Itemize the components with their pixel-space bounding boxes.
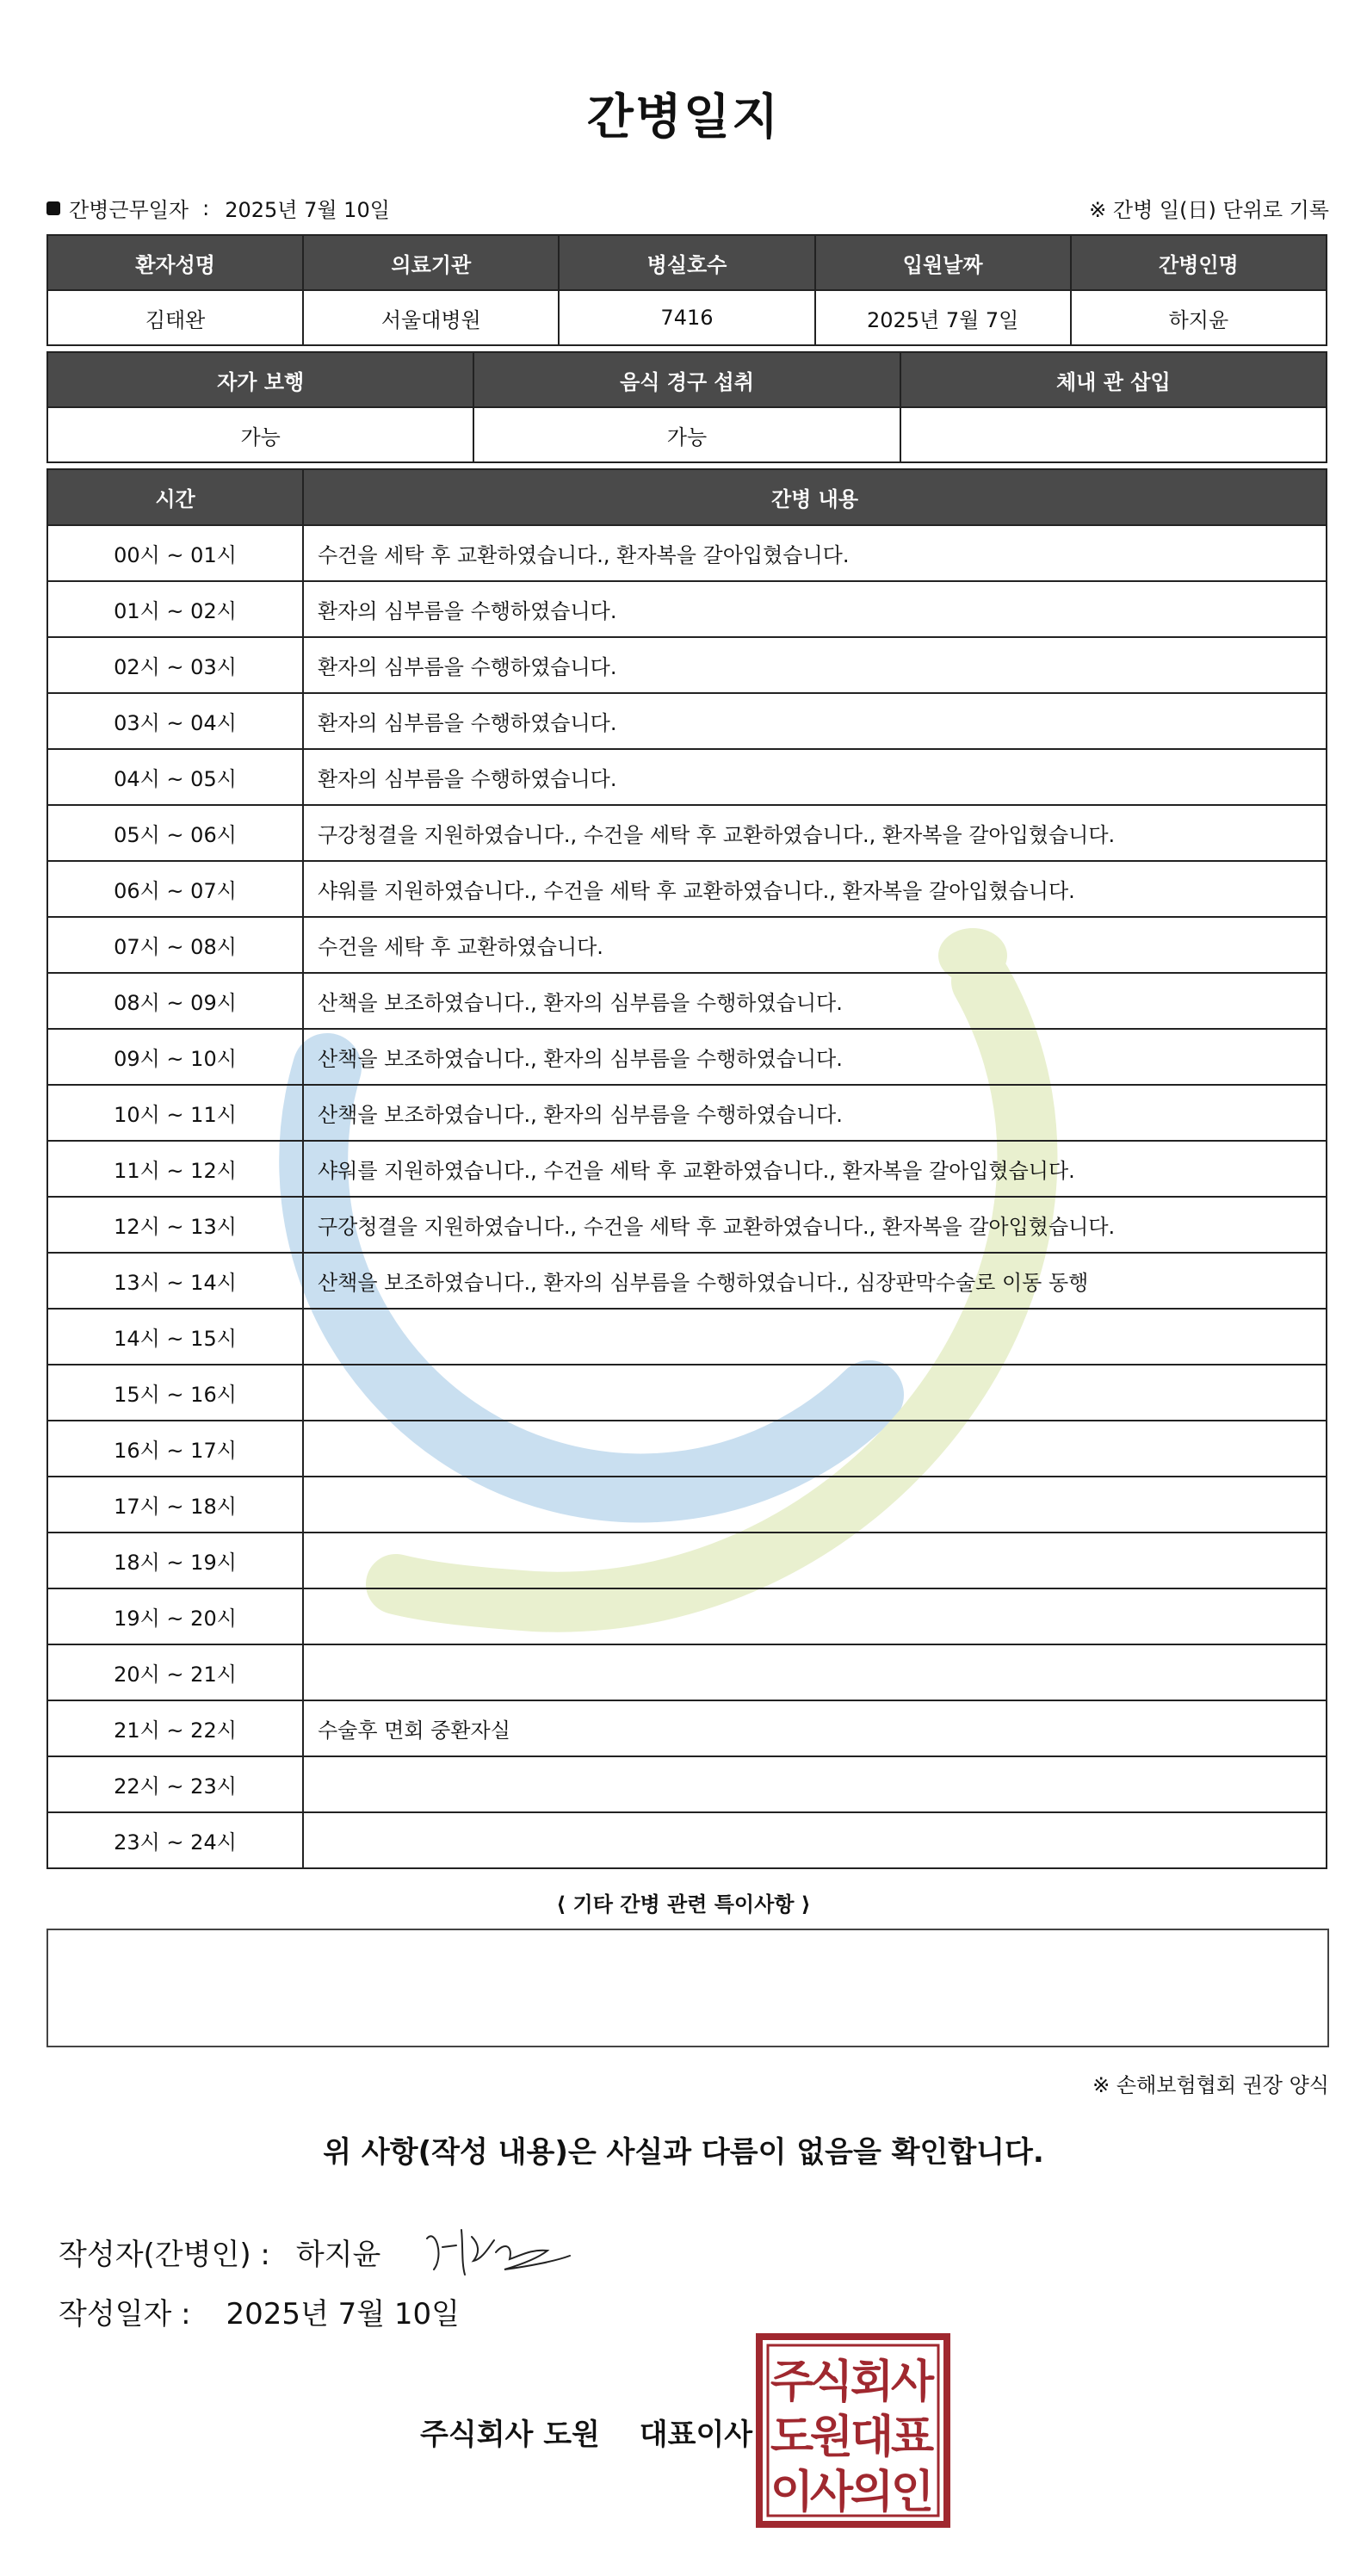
log-time: 18시 ~ 19시	[47, 1533, 303, 1588]
log-row	[47, 1085, 1327, 1141]
log-row	[47, 525, 1327, 581]
log-row	[47, 693, 1327, 749]
company-line	[420, 2411, 752, 2453]
log-row	[47, 1421, 1327, 1477]
log-row	[47, 917, 1327, 973]
log-time: 04시 ~ 05시	[47, 749, 303, 805]
patient-header: 병실호수	[559, 235, 814, 290]
log-content: 산책을 보조하였습니다., 환자의 심부름을 수행하였습니다.	[303, 1085, 1327, 1141]
care-log-table	[46, 468, 1327, 1869]
log-row	[47, 1141, 1327, 1197]
log-content: 환자의 심부름을 수행하였습니다.	[303, 749, 1327, 805]
log-content: 환자의 심부름을 수행하였습니다.	[303, 693, 1327, 749]
svg-text:의: 의	[850, 2467, 894, 2518]
company-name: 주식회사 도원	[420, 2418, 600, 2452]
write-date-line	[59, 2290, 460, 2332]
svg-text:대: 대	[850, 2412, 894, 2463]
write-date-value: 2025년 7월 10일	[226, 2297, 461, 2331]
log-row	[47, 973, 1327, 1029]
svg-text:이: 이	[770, 2467, 814, 2518]
recommend-note: ※ 손해보험협회 권장 양식	[1092, 2073, 1329, 2097]
log-time: 10시 ~ 11시	[47, 1085, 303, 1141]
log-row	[47, 1253, 1327, 1309]
signature-icon	[418, 2221, 573, 2282]
patient-header: 의료기관	[303, 235, 559, 290]
log-row	[47, 637, 1327, 693]
patient-header: 환자성명	[47, 235, 303, 290]
status-table	[46, 351, 1327, 463]
svg-text:표: 표	[890, 2412, 935, 2463]
log-row	[47, 1533, 1327, 1588]
svg-text:도: 도	[770, 2412, 814, 2463]
log-time: 22시 ~ 23시	[47, 1756, 303, 1812]
work-date-colon: :	[202, 195, 210, 220]
log-time: 12시 ~ 13시	[47, 1197, 303, 1253]
log-time: 13시 ~ 14시	[47, 1253, 303, 1309]
status-header: 음식 경구 섭취	[473, 352, 900, 407]
confirm-statement: 위 사항(작성 내용)은 사실과 다름이 없음을 확인합니다.	[323, 2135, 1044, 2170]
log-content: 산책을 보조하였습니다., 환자의 심부름을 수행하였습니다., 심장판막수술로 이동 동행	[303, 1253, 1327, 1309]
patient-info-table	[46, 234, 1327, 346]
writer-label: 작성자(간병인) :	[59, 2237, 270, 2272]
log-time: 08시 ~ 09시	[47, 973, 303, 1029]
log-content	[303, 1756, 1327, 1812]
log-row	[47, 1365, 1327, 1421]
log-time: 23시 ~ 24시	[47, 1812, 303, 1868]
log-time: 05시 ~ 06시	[47, 805, 303, 861]
log-content: 산책을 보조하였습니다., 환자의 심부름을 수행하였습니다.	[303, 1029, 1327, 1085]
log-row	[47, 1756, 1327, 1812]
log-row	[47, 1197, 1327, 1253]
svg-text:주: 주	[770, 2356, 814, 2408]
notes-title: ⟨ 기타 간병 관련 특이사항 ⟩	[556, 1892, 811, 1917]
self-walking-value: 가능	[47, 407, 473, 462]
log-content	[303, 1477, 1327, 1533]
log-content: 구강청결을 지원하였습니다., 수건을 세탁 후 교환하였습니다., 환자복을 갈아입혔습니다.	[303, 1197, 1327, 1253]
hospital-name: 서울대병원	[303, 290, 559, 345]
log-row	[47, 581, 1327, 637]
log-row	[47, 1644, 1327, 1700]
notes-box	[46, 1929, 1329, 2047]
work-date-value: 2025년 7월 10일	[225, 198, 390, 222]
status-header: 자가 보행	[47, 352, 473, 407]
svg-text:사: 사	[890, 2356, 935, 2408]
writer-line	[59, 2221, 573, 2282]
oral-intake-value: 가능	[473, 407, 900, 462]
log-content	[303, 1309, 1327, 1365]
work-date-label: 간병근무일자	[69, 198, 189, 222]
status-header: 체내 관 삽입	[900, 352, 1327, 407]
log-content	[303, 1588, 1327, 1644]
log-header-content: 간병 내용	[303, 469, 1327, 525]
log-row	[47, 1700, 1327, 1756]
log-time: 17시 ~ 18시	[47, 1477, 303, 1533]
writer-name: 하지윤	[295, 2237, 381, 2272]
log-time: 15시 ~ 16시	[47, 1365, 303, 1421]
page-title: 간병일지	[586, 90, 781, 146]
log-content: 환자의 심부름을 수행하였습니다.	[303, 637, 1327, 693]
log-row	[47, 1477, 1327, 1533]
log-row	[47, 1588, 1327, 1644]
room-number: 7416	[559, 290, 814, 345]
log-row	[47, 749, 1327, 805]
log-time: 16시 ~ 17시	[47, 1421, 303, 1477]
log-content: 환자의 심부름을 수행하였습니다.	[303, 581, 1327, 637]
unit-note: ※ 간병 일(日) 단위로 기록	[1089, 198, 1329, 222]
log-time: 03시 ~ 04시	[47, 693, 303, 749]
admission-date: 2025년 7월 7일	[815, 290, 1071, 345]
log-content: 샤워를 지원하였습니다., 수건을 세탁 후 교환하였습니다., 환자복을 갈아입혔습니다.	[303, 861, 1327, 917]
log-content: 수건을 세탁 후 교환하였습니다., 환자복을 갈아입혔습니다.	[303, 525, 1327, 581]
write-date-label: 작성일자 :	[59, 2297, 191, 2331]
tube-insertion-value	[900, 407, 1327, 462]
patient-header: 간병인명	[1071, 235, 1327, 290]
log-content: 수건을 세탁 후 교환하였습니다.	[303, 917, 1327, 973]
log-time: 11시 ~ 12시	[47, 1141, 303, 1197]
log-content	[303, 1812, 1327, 1868]
log-row	[47, 1812, 1327, 1868]
company-seal-icon	[756, 2333, 950, 2528]
log-time: 01시 ~ 02시	[47, 581, 303, 637]
log-time: 07시 ~ 08시	[47, 917, 303, 973]
log-header-time: 시간	[47, 469, 303, 525]
log-row	[47, 861, 1327, 917]
log-content	[303, 1533, 1327, 1588]
log-content: 샤워를 지원하였습니다., 수건을 세탁 후 교환하였습니다., 환자복을 갈아입혔습니다.	[303, 1141, 1327, 1197]
log-time: 20시 ~ 21시	[47, 1644, 303, 1700]
square-bullet-icon	[46, 201, 60, 215]
log-time: 06시 ~ 07시	[47, 861, 303, 917]
log-row	[47, 1309, 1327, 1365]
company-rep: 대표이사	[639, 2418, 753, 2452]
work-date	[46, 193, 390, 223]
caregiver-name: 하지윤	[1071, 290, 1327, 345]
log-content: 구강청결을 지원하였습니다., 수건을 세탁 후 교환하였습니다., 환자복을 갈아입혔습니다.	[303, 805, 1327, 861]
patient-name: 김태완	[47, 290, 303, 345]
log-content	[303, 1644, 1327, 1700]
svg-text:인: 인	[890, 2467, 935, 2518]
log-time: 02시 ~ 03시	[47, 637, 303, 693]
patient-header: 입원날짜	[815, 235, 1071, 290]
log-time: 09시 ~ 10시	[47, 1029, 303, 1085]
log-time: 14시 ~ 15시	[47, 1309, 303, 1365]
log-content	[303, 1421, 1327, 1477]
log-row	[47, 805, 1327, 861]
log-content: 수술후 면회 중환자실	[303, 1700, 1327, 1756]
svg-text:원: 원	[809, 2412, 854, 2463]
svg-text:회: 회	[850, 2356, 894, 2408]
log-row	[47, 1029, 1327, 1085]
svg-text:식: 식	[809, 2356, 854, 2408]
log-time: 00시 ~ 01시	[47, 525, 303, 581]
log-content	[303, 1365, 1327, 1421]
log-time: 21시 ~ 22시	[47, 1700, 303, 1756]
log-content: 산책을 보조하였습니다., 환자의 심부름을 수행하였습니다.	[303, 973, 1327, 1029]
svg-text:사: 사	[809, 2467, 854, 2518]
log-time: 19시 ~ 20시	[47, 1588, 303, 1644]
